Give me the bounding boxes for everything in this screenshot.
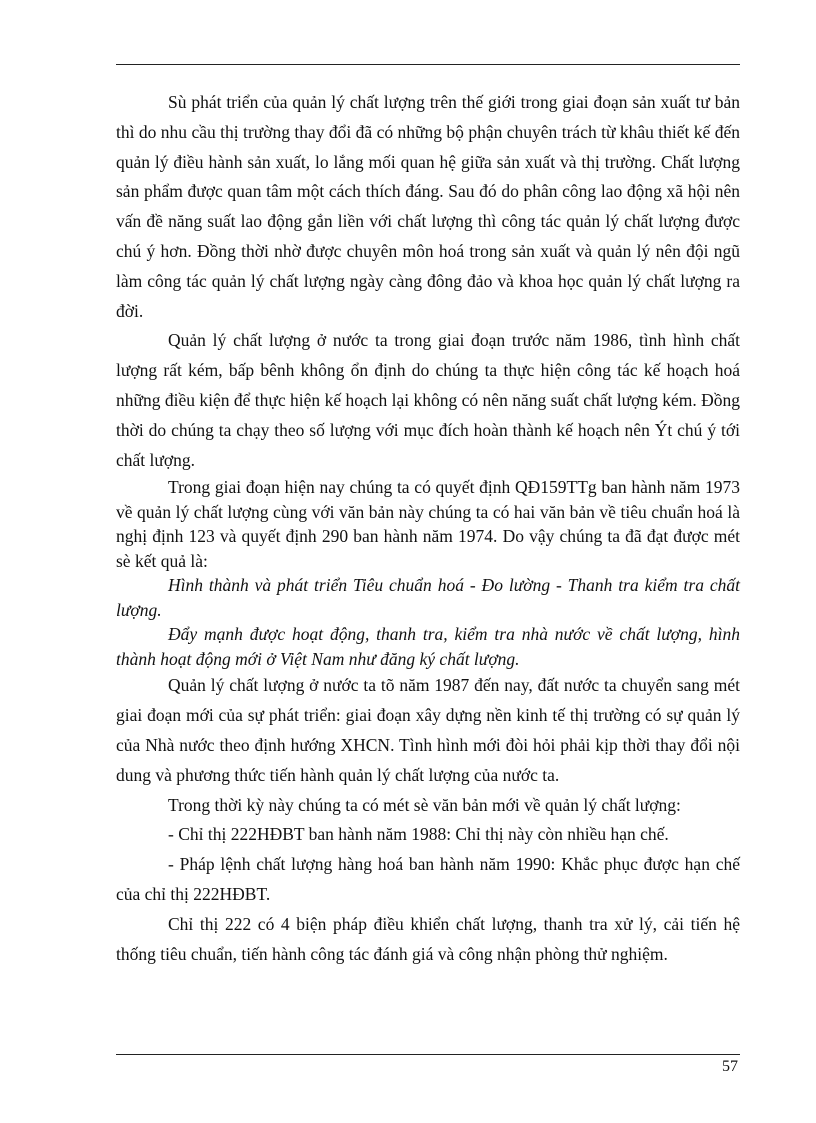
paragraph-new-documents: Trong thời kỳ này chúng ta có mét sè văn bản mới về quản lý chất lượng: <box>168 794 681 815</box>
list-item-directive-222: - Chỉ thị 222HĐBT ban hành năm 1988: Chỉ thị này còn nhiều hạn chế. <box>168 824 669 845</box>
list-item-ordinance-1990: - Pháp lệnh chất lượng hàng hoá ban hành năm 1990: Khắc phục được hạn chế của chỉ thị 222HĐBT. <box>116 854 740 904</box>
paragraph-current-period: Trong giai đoạn hiện nay chúng ta có quyết định QĐ159TTg ban hành năm 1973 về quản lý chất lượng cùng với văn bản này chúng ta có hai văn bản về tiêu chuẩn hoá là nghị định 123 và quyết định 290 ban hành năm 1974. Do vậy chúng ta đã đạt được mét sè kết quả là: <box>116 477 740 571</box>
paragraph-directive-measures: Chỉ thị 222 có 4 biện pháp điều khiển chất lượng, thanh tra xử lý, cải tiến hệ thống tiêu chuẩn, tiến hành công tác đánh giá và công nhận phòng thử nghiệm. <box>116 913 740 964</box>
result-item-standardization: Hình thành và phát triển Tiêu chuẩn hoá - Đo lường - Thanh tra kiểm tra chất lượng. <box>116 575 740 620</box>
paragraph-before-1986: Quản lý chất lượng ở nước ta trong giai đoạn trước năm 1986, tình hình chất lượng rất kém, bấp bênh không ổn định do chúng ta thực hiện công tác kế hoạch hoá những điều kiện để thực hiện kế hoạch lại không có nên năng suất chất lượng kém. Đồng thời do chúng ta chạy theo số lượng với mục đích hoàn thành kế hoạch nên Ýt chú ý tới chất lượng. <box>116 330 740 470</box>
result-item-inspection: Đẩy mạnh được hoạt động, thanh tra, kiểm tra nhà nước về chất lượng, hình thành hoạt động mới ở Việt Nam như đăng ký chất lượng. <box>116 624 740 669</box>
paragraph-quality-history: Sù phát triển của quản lý chất lượng trên thế giới trong giai đoạn sản xuất tư bản thì do nhu cầu thị trường thay đổi đã có những bộ phận chuyên trách từ khâu thiết kế đến quản lý điều hành sản xuất, lo lắng mối quan hệ giữa sản xuất và thị trường. Chất lượng sản phẩm được quan tâm một cách thích đáng. Sau đó do phân công lao động xã hội nên vấn đề năng suất lao động gắn liền với chất lượng thì công tác quản lý chất lượng được chú ý hơn. Đồng thời nhờ được chuyên môn hoá trong sản xuất và quản lý nên đội ngũ làm công tác quản lý chất lượng ngày càng đông đảo và khoa học quản lý chất lượng ra đời. <box>116 92 740 321</box>
page-body <box>116 88 740 969</box>
header-rule <box>116 64 740 65</box>
paragraph-since-1987: Quản lý chất lượng ở nước ta tõ năm 1987 đến nay, đất nước ta chuyển sang mét giai đoạn mới của sự phát triển: giai đoạn xây dựng nền kinh tế thị trường có sự quản lý của Nhà nước theo định hướng XHCN. Tình hình mới đòi hỏi phải kịp thời thay đổi nội dung và phương thức tiến hành quản lý chất lượng của nước ta. <box>116 675 740 785</box>
footer-rule <box>116 1054 740 1055</box>
page-number: 57 <box>722 1058 738 1075</box>
